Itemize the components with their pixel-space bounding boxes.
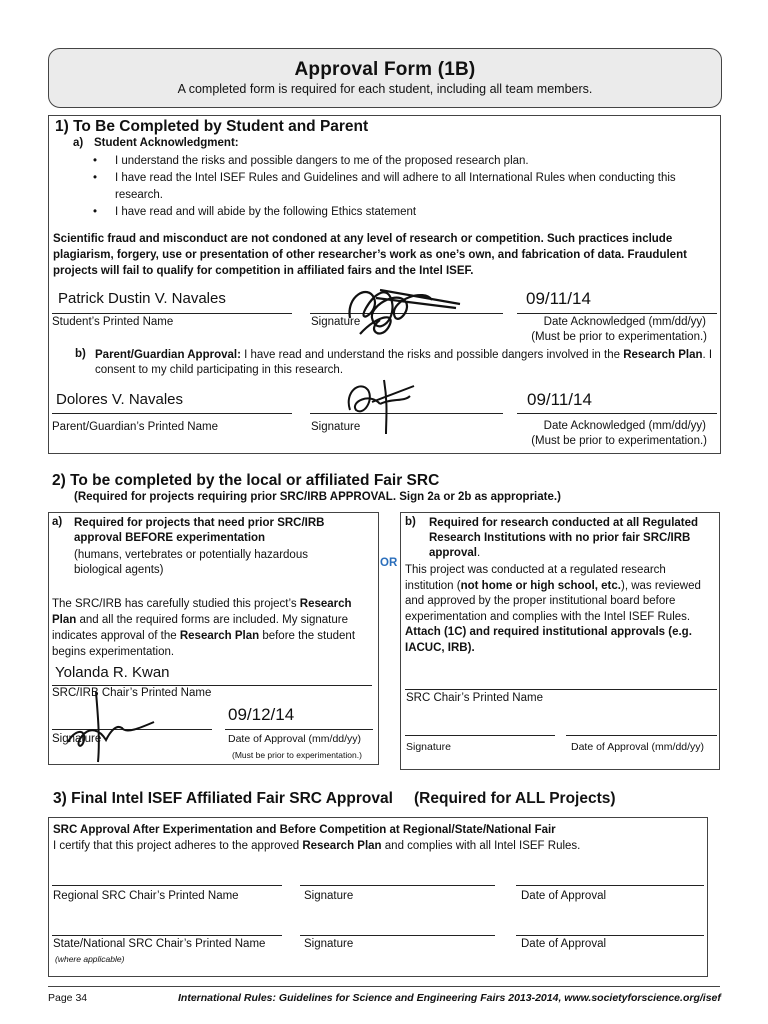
regional-name-label: Regional SRC Chair’s Printed Name — [53, 890, 239, 902]
parent-approval-text: Parent/Guardian Approval: I have read and understand the risks and possible dangers involved in the Research Plan. I consent to my child participating in this research. — [95, 349, 713, 376]
regional-signature-label: Signature — [304, 890, 354, 902]
section2b-text: This project was conducted at a regulated research institution (not home or high school, etc.), was reviewed and approved by the proper institutional board before experimentation and complies with the Intel ISEF Rules. Attach (1C) and required institutional approvals (e.g. IACUC, IRB). — [405, 564, 701, 654]
state-name-label: State/National SRC Chair’s Printed Name — [53, 938, 266, 950]
form-title: Approval Form (1B) — [294, 59, 476, 80]
src-signature-label: Signature — [52, 733, 102, 745]
section2a-paren: (humans, vertebrates or potentially hazardous biological agents) — [74, 549, 308, 576]
state-signature-line — [300, 935, 495, 936]
parent-approval-title: Parent/Guardian Approval: — [95, 349, 241, 361]
form-header — [48, 48, 722, 108]
footer-source: International Rules: Guidelines for Science and Engineering Fairs 2013-2014, www.societyforscience.org/isef — [178, 992, 721, 1004]
section3-box-title: SRC Approval After Experimentation and Before Competition at Regional/State/National Fair — [53, 824, 556, 836]
footer-divider — [48, 986, 720, 987]
section2b-label: b) — [405, 516, 416, 528]
where-applicable-note: (where applicable) — [55, 954, 125, 964]
src-chair-name-line — [52, 685, 372, 686]
section3-required: (Required for ALL Projects) — [414, 790, 616, 807]
regional-name-line — [52, 885, 282, 886]
regional-date-label: Date of Approval — [521, 890, 607, 902]
student-date-value[interactable]: 09/11/14 — [526, 289, 591, 308]
section1a-label: a) — [73, 137, 84, 149]
student-signature-label: Signature — [311, 316, 361, 328]
src-chair-name-label: SRC/IRB Chair’s Printed Name — [52, 687, 212, 699]
state-signature-label: Signature — [304, 938, 354, 950]
section2-title: 2) To be completed by the local or affiliated Fair SRC — [52, 472, 440, 489]
src-b-date-line — [566, 735, 717, 736]
src-b-date-label: Date of Approval (mm/dd/yy) — [571, 741, 705, 753]
src-date-note: (Must be prior to experimentation.) — [232, 750, 362, 760]
ethics-statement: Scientific fraud and misconduct are not condoned at any level of research or competition. Such practices include plagiarism, forgery, use or presentation of other researcher’s work as one’s own, and fabrication of data. Fraudulent projects will fail to qualify for competition in affiliated fairs and the Intel ISEF. — [53, 233, 687, 277]
section2b-title: Required for research conducted at all Regulated Research Institutions with no prior fair SRC/IRB approval. — [429, 517, 699, 559]
parent-name-line — [52, 413, 292, 414]
section2a-text: The SRC/IRB has carefully studied this project’s Research Plan and all the required forms are included. My signature indicates approval of the Research Plan before the student begins experimentation. — [52, 598, 356, 658]
src-date-value[interactable]: 09/12/14 — [228, 705, 295, 724]
state-date-label: Date of Approval — [521, 938, 607, 950]
regional-signature-line — [300, 885, 495, 886]
acknowledgment-item: • I have read the Intel ISEF Rules and Guidelines and will adhere to all International Rules when conducting this research. — [53, 170, 723, 204]
parent-date-line — [517, 413, 717, 414]
section2-subtitle: (Required for projects requiring prior SRC/IRB APPROVAL. Sign 2a or 2b as appropriate.) — [74, 491, 561, 503]
acknowledgment-item: • I have read and will abide by the following Ethics statement — [53, 204, 723, 221]
parent-date-note: (Must be prior to experimentation.) — [531, 435, 707, 447]
state-date-line — [516, 935, 704, 936]
parent-name-value[interactable]: Dolores V. Navales — [56, 391, 184, 408]
parent-name-label: Parent/Guardian’s Printed Name — [52, 421, 218, 433]
acknowledgment-list — [53, 153, 723, 221]
src-b-signature-label: Signature — [406, 741, 451, 753]
parent-date-value[interactable]: 09/11/14 — [527, 390, 592, 409]
src-chair-signature-mark — [60, 688, 160, 764]
section2a-title: Required for projects that need prior SRC/IRB approval BEFORE experimentation — [74, 517, 325, 544]
parent-signature-label: Signature — [311, 421, 361, 433]
page-number: Page 34 — [48, 992, 88, 1004]
section1b-label: b) — [75, 348, 86, 360]
parent-date-label: Date Acknowledged (mm/dd/yy) — [543, 420, 706, 432]
student-signature-mark — [336, 278, 466, 344]
src-date-label: Date of Approval (mm/dd/yy) — [228, 733, 362, 745]
src-b-chair-label: SRC Chair’s Printed Name — [406, 692, 543, 704]
student-date-label: Date Acknowledged (mm/dd/yy) — [543, 316, 706, 328]
or-separator: OR — [380, 557, 398, 569]
src-date-line — [225, 729, 373, 730]
acknowledgment-item: • I understand the risks and possible dangers to me of the proposed research plan. — [53, 153, 723, 170]
src-b-signature-line — [405, 735, 555, 736]
student-name-label: Student’s Printed Name — [52, 316, 174, 328]
student-name-value[interactable]: Patrick Dustin V. Navales — [58, 290, 226, 307]
state-name-line — [52, 935, 282, 936]
form-subtitle: A completed form is required for each student, including all team members. — [177, 82, 593, 96]
student-name-line — [52, 313, 292, 314]
section2a-label: a) — [52, 516, 63, 528]
section1-title: 1) To Be Completed by Student and Parent — [55, 118, 369, 135]
src-b-chair-line — [405, 689, 717, 690]
section3-title: 3) Final Intel ISEF Affiliated Fair SRC Approval — [53, 790, 393, 807]
student-date-line — [517, 313, 717, 314]
section1a-title: Student Acknowledgment: — [94, 137, 239, 149]
student-date-note: (Must be prior to experimentation.) — [531, 331, 707, 343]
section3-certify: I certify that this project adheres to the approved Research Plan and complies with all Intel ISEF Rules. — [53, 840, 581, 852]
regional-date-line — [516, 885, 704, 886]
src-chair-name-value[interactable]: Yolanda R. Kwan — [55, 664, 170, 681]
